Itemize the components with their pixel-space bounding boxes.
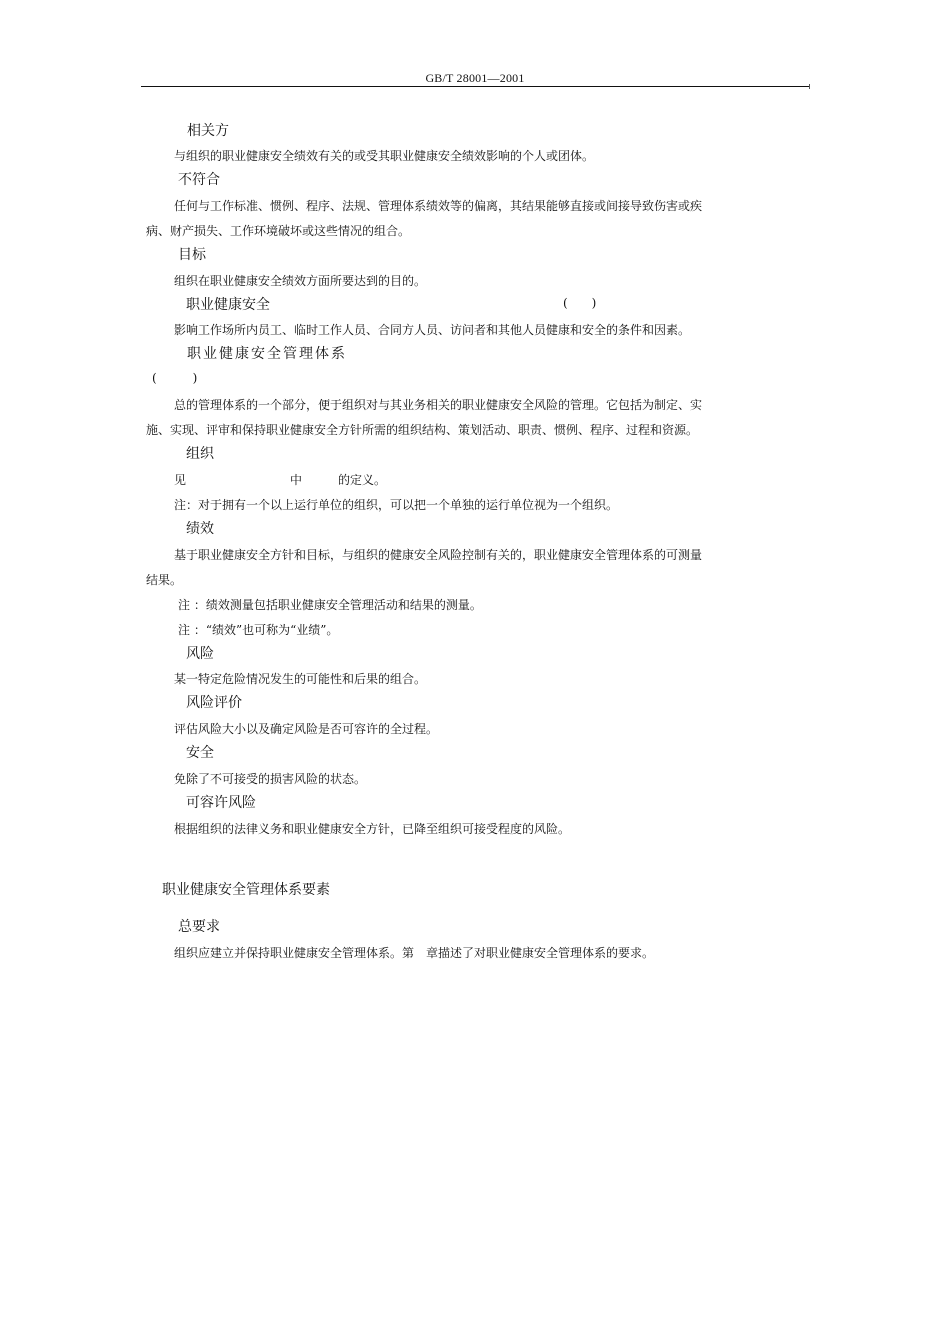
term-safety: 安全 <box>186 745 214 761</box>
note-performance-2: 注 ：“绩效”也可称为“业绩”。 <box>178 623 339 637</box>
definition-organization-see: 见 <box>174 473 187 487</box>
term-organization: 组织 <box>186 446 214 462</box>
term-risk-assessment: 风险评价 <box>186 695 242 711</box>
term-performance: 绩效 <box>186 521 214 537</box>
definition-safety: 免除了不可接受的损害风险的状态。 <box>174 772 367 786</box>
definition-interested-parties: 与组织的职业健康安全绩效有关的或受其职业健康安全绩效影响的个人或团体。 <box>174 149 595 163</box>
definition-risk: 某一特定危险情况发生的可能性和后果的组合。 <box>174 672 427 686</box>
definition-nonconformance-line1: 任何与工作标准、惯例、程序、法规、管理体系绩效等的偏离，其结果能够直接或间接导致伤害或疾 <box>174 199 703 213</box>
definition-ohs-ms-line2: 施、实现、评审和保持职业健康安全方针所需的组织结构、策划活动、职责、惯例、程序、过程和资源。 <box>146 423 699 437</box>
term-objectives: 目标 <box>178 247 206 263</box>
section-heading-ohs-ms-elements: 职业健康安全管理体系要素 <box>162 882 330 898</box>
note-performance-1: 注 ：绩效测量包括职业健康安全管理活动和结果的测量。 <box>178 598 482 612</box>
definition-organization-definition: 的定义。 <box>338 473 387 487</box>
header-rule <box>141 86 809 87</box>
note-organization: 注：对于拥有一个以上运行单位的组织，可以把一个单独的运行单位视为一个组织。 <box>174 498 619 512</box>
term-ohs-ms: 职业健康安全管理体系 <box>187 346 347 362</box>
standard-number: GB/T 28001—2001 <box>425 71 525 85</box>
term-ohs-ms-abbrev: ( ) <box>152 371 198 385</box>
definition-performance-line2: 结果。 <box>146 573 183 587</box>
definition-ohs: 影响工作场所内员工、临时工作人员、合同方人员、访问者和其他人员健康和安全的条件和因素。 <box>174 323 691 337</box>
definition-nonconformance-line2: 病、财产损失、工作环境破坏或这些情况的组合。 <box>146 224 411 238</box>
definition-ohs-ms-line1: 总的管理体系的一个部分，便于组织对与其业务相关的职业健康安全风险的管理。它包括为制定、实 <box>174 398 703 412</box>
definition-tolerable-risk: 根据组织的法律义务和职业健康安全方针，已降至组织可接受程度的风险。 <box>174 822 571 836</box>
sub-heading-general-requirements: 总要求 <box>178 919 220 935</box>
term-ohs: 职业健康安全 <box>186 297 270 313</box>
header-rule-tick <box>809 84 810 89</box>
term-nonconformance: 不符合 <box>178 172 220 188</box>
definition-risk-assessment: 评估风险大小以及确定风险是否可容许的全过程。 <box>174 722 439 736</box>
term-interested-parties: 相关方 <box>187 123 229 139</box>
term-ohs-abbrev: ( ) <box>563 296 597 310</box>
definition-organization-in: 中 <box>290 473 303 487</box>
term-risk: 风险 <box>186 646 214 662</box>
definition-objectives: 组织在职业健康安全绩效方面所要达到的目的。 <box>174 274 427 288</box>
definition-performance-line1: 基于职业健康安全方针和目标，与组织的健康安全风险控制有关的，职业健康安全管理体系的可测量 <box>174 548 703 562</box>
term-tolerable-risk: 可容许风险 <box>186 795 256 811</box>
general-requirements-text: 组织应建立并保持职业健康安全管理体系。第 章描述了对职业健康安全管理体系的要求。 <box>174 946 655 960</box>
